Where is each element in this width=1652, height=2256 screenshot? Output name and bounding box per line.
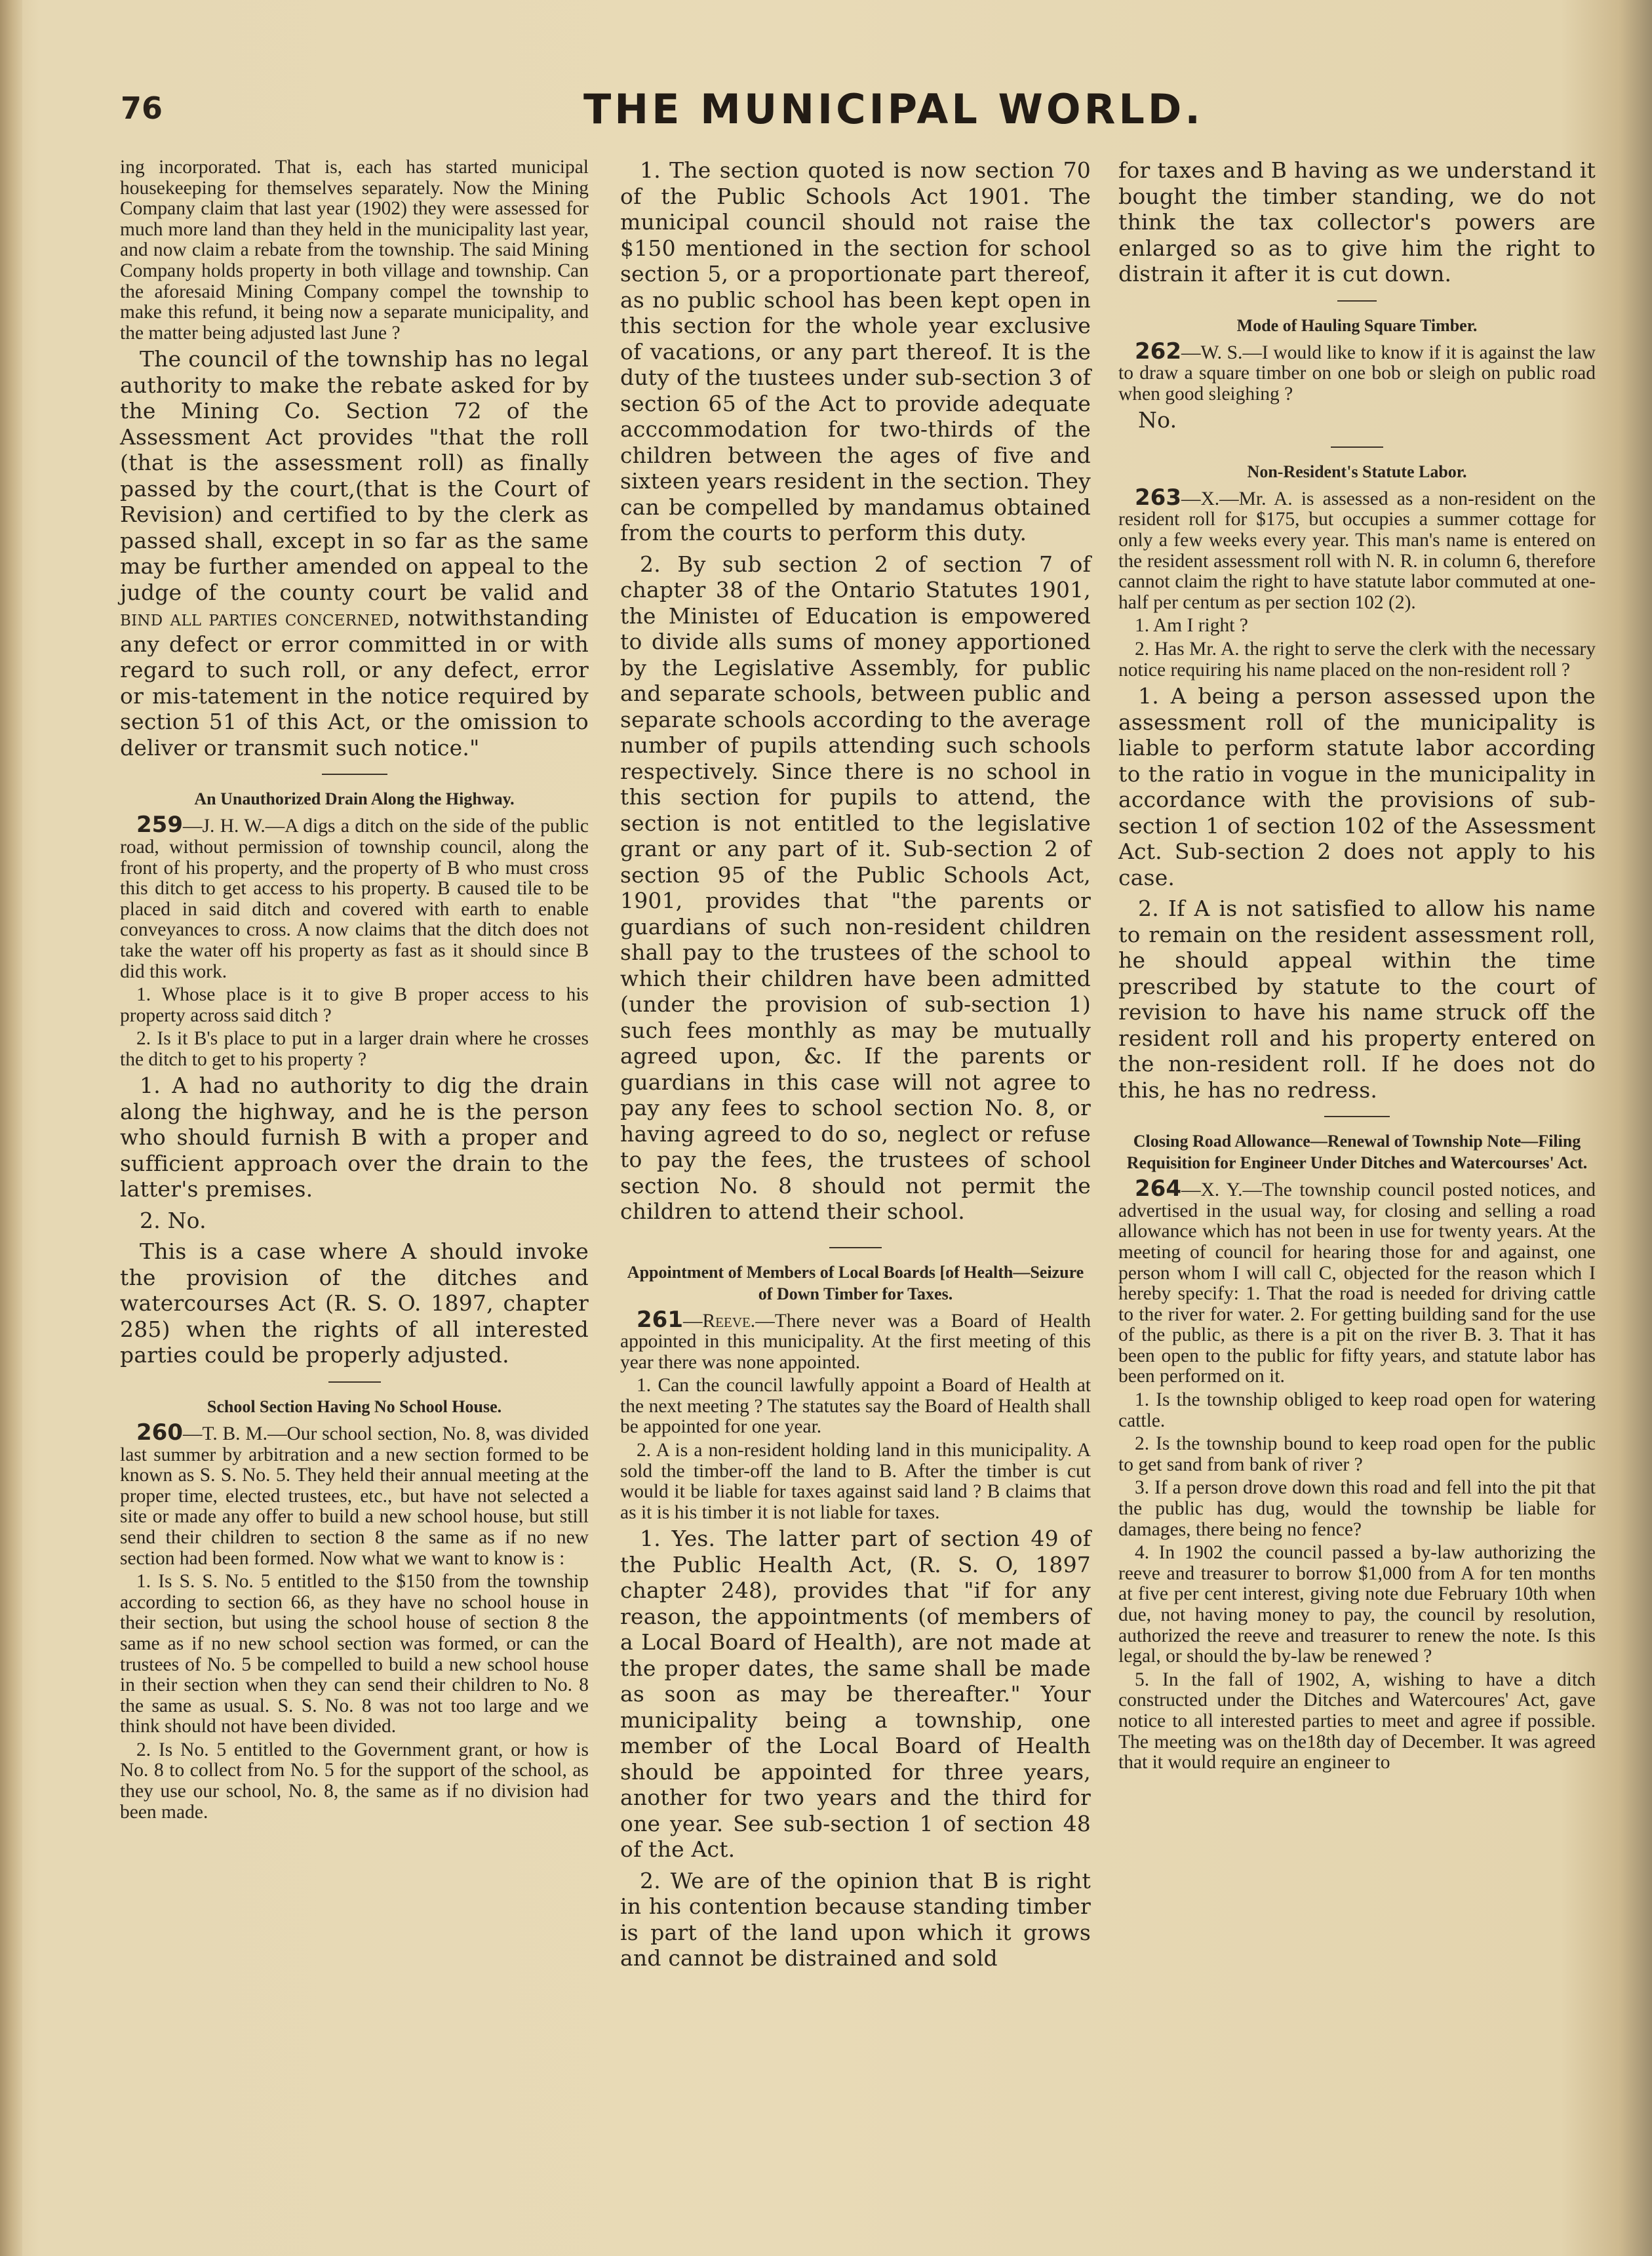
question-264-part-5: 5. In the fall of 1902, A, wishing to have a ditch constructed under the Ditches and Watercoures' Act, gave notice to all interested parties to meet and agree if possible. The meeting was on the18th day of December. It was agreed that it would require an engineer to <box>1118 1669 1596 1773</box>
answer-260-part-2: 2. By sub section 2 of section 7 of chapter 38 of the Ontario Statutes 1901, the Ministeı of Education is empowered to divide alls sums of money apportioned by the Legislative Assembly, for public and separate schools, between public and separate schools according to the average number of pupils attending such schools respectively. Since there is no school in this section for pupils to attend, the section is not entitled to the legislative grant or any part of it. Sub-section 2 of section 95 of the Public Schools Act, 1901, provides that "the parents or guardians of such non-resident children shall pay to the trustees of the school to which their children have been admitted (under the provision of sub-section 1) such fees monthly as may be mutually agreed upon, &c. If the parents or guardians in this case will not agree to pay any fees to school section No. 8, or having agreed to do so, neglect or refuse to pay the fees, the trustees of school section No. 8 should not permit the children to attend their school. <box>620 551 1091 1224</box>
question-264-part-3: 3. If a person drove down this road and fell into the pit that the public has dug, would the township be liable for damages, there being no fence? <box>1118 1477 1596 1540</box>
question-263-text: —X.—Mr. A. is assessed as a non-resident on the resident roll for $175, but occupies a summer cottage for only a few weeks every year. This man's name is entered on the resident assessment roll with N. R. in column 6, therefore cannot claim the right to have statute labor commuted at one-half per centum as per section 102 (2). <box>1118 488 1596 613</box>
question-264-text: —X. Y.—The township council posted notices, and advertised in the usual way, for closing and selling a road allowance which has not been in use for twenty years. At the meeting of council for hearing those for and against, one person whom I will call C, objected for the reason which I hereby specify: 1. That the road is needed for driving cattle to the river for water. 2. For getting building sand for the use of the public, as there is a pit on the river B. 3. That it has been open to the public for fifty years, and statute labor has been performed on it. <box>1118 1179 1596 1387</box>
question-259-part-1: 1. Whose place is it to give B proper access to his property across said ditch ? <box>120 984 589 1026</box>
answer-258-text-a: The council of the township has no legal authority to make the rebate asked for by the Mining Co. Section 72 of the Assessment Act provides "that the roll (that is the assessment roll) as finally passed by the court,(that is the Court of Revision) and certified to by the clerk as passed shall, except in so far as the same may be further amended on appeal to the judge of the county court be valid and <box>120 346 589 605</box>
answer-260-part-1: 1. The section quoted is now section 70 of the Public Schools Act 1901. The municipal council should not raise the $150 mentioned in the section for school section 5, or a proportionate part thereof, as no public school has been kept open in this section for the whole year exclusive of vacations, or any part thereof. It is the duty of the tıustees under sub-section 3 of section 65 of the Act to provide adequate acccommodation for two-thirds of the children between the ages of five and sixteen years resident in the section. They can be compelled by mandamus obtained from the courts to perform this duty. <box>620 157 1091 545</box>
answer-263-part-1: 1. A being a person assessed upon the assessment roll of the municipality is liable to perform statute labor according to the ratio in vogue in the municipality in accordance with the provisions of sub-section 1 of section 102 of the Assessment Act. Sub-section 2 does not apply to his case. <box>1118 683 1596 890</box>
question-number-264: 264 <box>1135 1176 1181 1202</box>
heading-264: Closing Road Allowance—Renewal of Township Note—Filing Requisition for Engineer Under Ditches and Watercourses' Act. <box>1126 1132 1588 1173</box>
question-262-text: —W. S.—I would like to know if it is against the law to draw a square timber on one bob or sleigh on public road when good sleighing ? <box>1118 342 1596 405</box>
question-259 <box>120 812 589 982</box>
question-260-part-1: 1. Is S. S. No. 5 entitled to the $150 from the township according to section 66, as they have no school house in their section, but using the school house of section 8 the same as if no new school section was formed, or can the trustees of No. 5 be compelled to build a new school house in their section when they can send their children to No. 8 the same as usual. S. S. No. 8 was not too large and we think should not have been divided. <box>120 1571 589 1737</box>
section-divider <box>1337 300 1377 302</box>
question-number-259: 259 <box>136 812 183 839</box>
answer-261-continued: for taxes and B having as we understand it bought the timber standing, we do not think the tax collector's powers are enlarged so as to give him the right to distrain it after it is cut down. <box>1118 157 1596 287</box>
question-264-part-2: 2. Is the township bound to keep road open for the public to get sand from bank of river ? <box>1118 1433 1596 1475</box>
answer-262: No. <box>1138 407 1177 433</box>
question-260-part-2: 2. Is No. 5 entitled to the Government grant, or how is No. 8 to collect from No. 5 for the support of the school, as they use our school, No. 8, the same as if no division had been made. <box>120 1739 589 1823</box>
question-number-262: 262 <box>1135 338 1181 365</box>
question-261-author: Reeve. <box>702 1310 756 1332</box>
section-divider <box>322 774 387 775</box>
answer-258-text-b: notwithstanding any defect or error committed in or with regard to such roll, or any defect, error or mis-tatement in the notice required by section 51 of this Act, or the omission to deliver or transmit such notice." <box>120 605 589 761</box>
question-260 <box>120 1419 589 1569</box>
question-263-part-2: 2. Has Mr. A. the right to serve the clerk with the necessary notice requiring his name placed on the non-resident roll ? <box>1118 638 1596 681</box>
column-2 <box>620 157 1091 1977</box>
question-261-text: —There never was a Board of Health appointed in this municipality. At the first meeting of this year there was none appointed. <box>620 1310 1091 1373</box>
question-259-part-2: 2. Is it B's place to put in a larger drain where he crosses the ditch to get to his property ? <box>120 1028 589 1070</box>
heading-260: School Section Having No School House. <box>206 1396 502 1416</box>
section-divider <box>1331 446 1383 448</box>
heading-259: An Unauthorized Drain Along the Highway. <box>194 789 515 809</box>
section-divider <box>328 1381 381 1383</box>
question-264-part-4: 4. In 1902 the council passed a by-law authorizing the reeve and treasurer to borrow $1,000 from A for ten months at five per cent interest, giving note due February 10th when due, not having money to pay, the council by resolution, authorized the reeve and treasurer to renew the note. Is this legal, or should the by-law be renewed ? <box>1118 1542 1596 1667</box>
page-header <box>98 85 1606 138</box>
page-number: 76 <box>121 90 163 126</box>
question-number-260: 260 <box>136 1419 183 1446</box>
answer-263-part-2: 2. If A is not satisfied to allow his name to remain on the resident assessment roll, he should appeal within the time prescribed by statute to the court of revision to have his name struck off the resident roll and his property entered on the non-resident roll. If he does not do this, he has no redress. <box>1118 896 1596 1103</box>
answer-259-part-3: This is a case where A should invoke the provision of the ditches and watercourses Act (R. S. O. 1897, chapter 285) when the rights of all interested parties could be properly adjusted. <box>120 1238 589 1368</box>
question-261: 261—Reeve.—There never was a Board of Health appointed in this municipality. At the first meeting of this year there was none appointed. <box>620 1306 1091 1373</box>
page-binding-gutter <box>0 0 22 2256</box>
heading-261: Appointment of Members of Local Boards [of Health—Seizure of Down Timber for Taxes. <box>627 1262 1084 1303</box>
question-number-263: 263 <box>1135 484 1181 511</box>
answer-261-part-2: 2. We are of the opinion that B is right in his contention because standing timber is part of the land upon which it grows and cannot be distrained and sold <box>620 1867 1091 1971</box>
journal-title: THE MUNICIPAL WORLD. <box>583 85 1204 133</box>
column-3 <box>1118 157 1596 1776</box>
question-258-continued: ing incorporated. That is, each has started municipal housekeeping for themselves separately. Now the Mining Company claim that last year (1902) they were assessed for much more land than they held in the municipality last year, and now claim a rebate from the township. The said Mining Company holds property in both village and township. Can the aforesaid Mining Company compel the township to make this refund, it being now a separate municipality, and the matter being adjusted last June ? <box>120 157 589 344</box>
section-divider <box>829 1247 882 1248</box>
answer-261-part-1: 1. Yes. The latter part of section 49 of the Public Health Act, (R. S. O, 1897 chapter 248), provides that "if for any reason, the appointments (of members of a Local Board of Health), are not made at the proper dates, the same shall be made as soon as may be thereafter." Your municipality being a township, one member of the Local Board of Health should be appointed for three years, another for two years and the third for one year. See sub-section 1 of section 48 of the Act. <box>620 1526 1091 1863</box>
question-259-text: —J. H. W.—A digs a ditch on the side of the public road, without permission of township council, along the front of his property, and the property of B who must cross this ditch to get access to his property. B caused tile to be placed in said ditch and covered with earth to enable conveyances to cross. A now claims that the ditch does not take the water off his property as fast as it should since B did this work. <box>120 816 589 982</box>
answer-259-part-2: 2. No. <box>140 1207 206 1233</box>
question-263 <box>1118 484 1596 614</box>
question-262 <box>1118 338 1596 405</box>
heading-263: Non-Resident's Statute Labor. <box>1247 462 1467 481</box>
question-264 <box>1118 1176 1596 1387</box>
question-263-part-1: 1. Am I right ? <box>1135 615 1248 637</box>
answer-259-part-1: 1. A had no authority to dig the drain along the highway, and he is the person who should furnish B with a proper and sufficient approach over the drain to the latter's premises. <box>120 1073 589 1202</box>
answer-258-emphasis: bind all parties concerned, <box>120 605 401 631</box>
answer-258 <box>120 346 589 761</box>
question-261-part-2: 2. A is a non-resident holding land in this municipality. A sold the timber-off the land to B. After the timber is cut would it be liable for taxes against said land ? B claims that as it is his timber it is not liable for taxes. <box>620 1440 1091 1523</box>
question-261-part-1: 1. Can the council lawfully appoint a Board of Health at the next meeting ? The statutes say the Board of Health shall be appointed for one year. <box>620 1375 1091 1438</box>
column-1 <box>120 157 589 1825</box>
question-260-text: —T. B. M.—Our school section, No. 8, was divided last summer by arbitration and a new section formed to be known as S. S. No. 5. They held their annual meeting at the proper time, elected trustees, etc., but have not selected a site or made any offer to build a new school house, but still send their children to section 8 the same as if no new section had been formed. Now what we want to know is : <box>120 1423 589 1569</box>
question-number-261: 261 <box>637 1306 683 1333</box>
section-divider <box>1324 1116 1390 1117</box>
question-264-part-1: 1. Is the township obliged to keep road open for watering cattle. <box>1118 1389 1596 1431</box>
heading-262: Mode of Hauling Square Timber. <box>1236 315 1478 335</box>
